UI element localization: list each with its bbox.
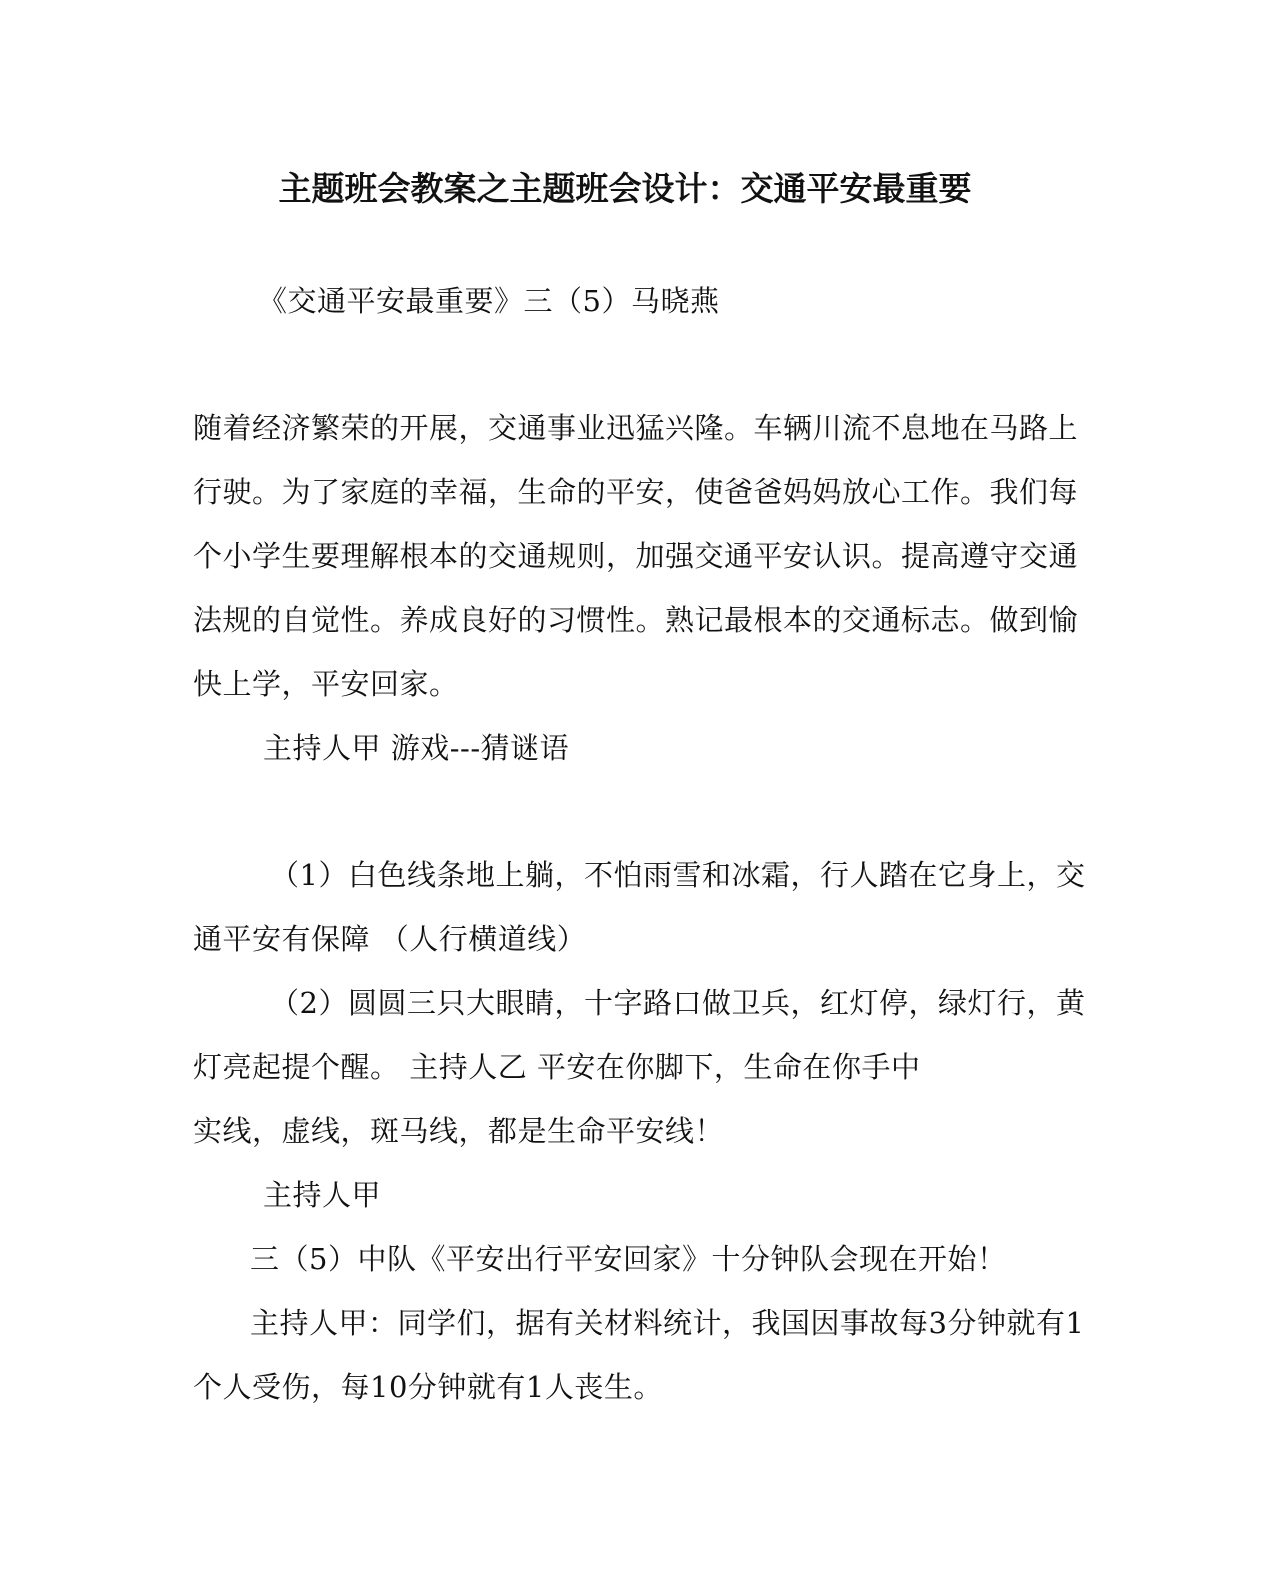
paragraph-line: 实线，虚线，斑马线，都是生命平安线！ xyxy=(193,1114,725,1148)
paragraph-line: 个小学生要理解根本的交通规则，加强交通平安认识。提高遵守交通 xyxy=(193,539,1079,573)
subtitle-line: 《交通平安最重要》三（5）马晓燕 xyxy=(258,284,720,318)
paragraph-line: 快上学，平安回家。 xyxy=(193,667,459,701)
host-line: 主持人甲 游戏---猜谜语 xyxy=(263,731,570,765)
riddle-line: 通平安有保障 （人行横道线） xyxy=(193,922,587,956)
riddle-line: （1）白色线条地上躺，不怕雨雪和冰霜，行人踏在它身上，交 xyxy=(270,858,1086,892)
paragraph-line: 个人受伤，每10分钟就有1人丧生。 xyxy=(193,1370,663,1404)
riddle-line: 灯亮起提个醒。 主持人乙 平安在你脚下，生命在你手中 xyxy=(193,1050,921,1084)
paragraph-line: 行驶。为了家庭的幸福，生命的平安，使爸爸妈妈放心工作。我们每 xyxy=(193,475,1079,509)
paragraph-line: 法规的自觉性。养成良好的习惯性。熟记最根本的交通标志。做到愉 xyxy=(193,603,1079,637)
paragraph-line: 主持人甲：同学们，据有关材料统计，我国因事故每3分钟就有1 xyxy=(250,1306,1085,1340)
riddle-line: （2）圆圆三只大眼睛，十字路口做卫兵，红灯停，绿灯行，黄 xyxy=(270,986,1086,1020)
document-title: 主题班会教案之主题班会设计：交通平安最重要 xyxy=(278,169,972,208)
host-line: 主持人甲 xyxy=(263,1178,382,1212)
paragraph-line: 随着经济繁荣的开展，交通事业迅猛兴隆。车辆川流不息地在马路上 xyxy=(193,411,1079,445)
paragraph-line: 三（5）中队《平安出行平安回家》十分钟队会现在开始！ xyxy=(250,1242,1007,1276)
